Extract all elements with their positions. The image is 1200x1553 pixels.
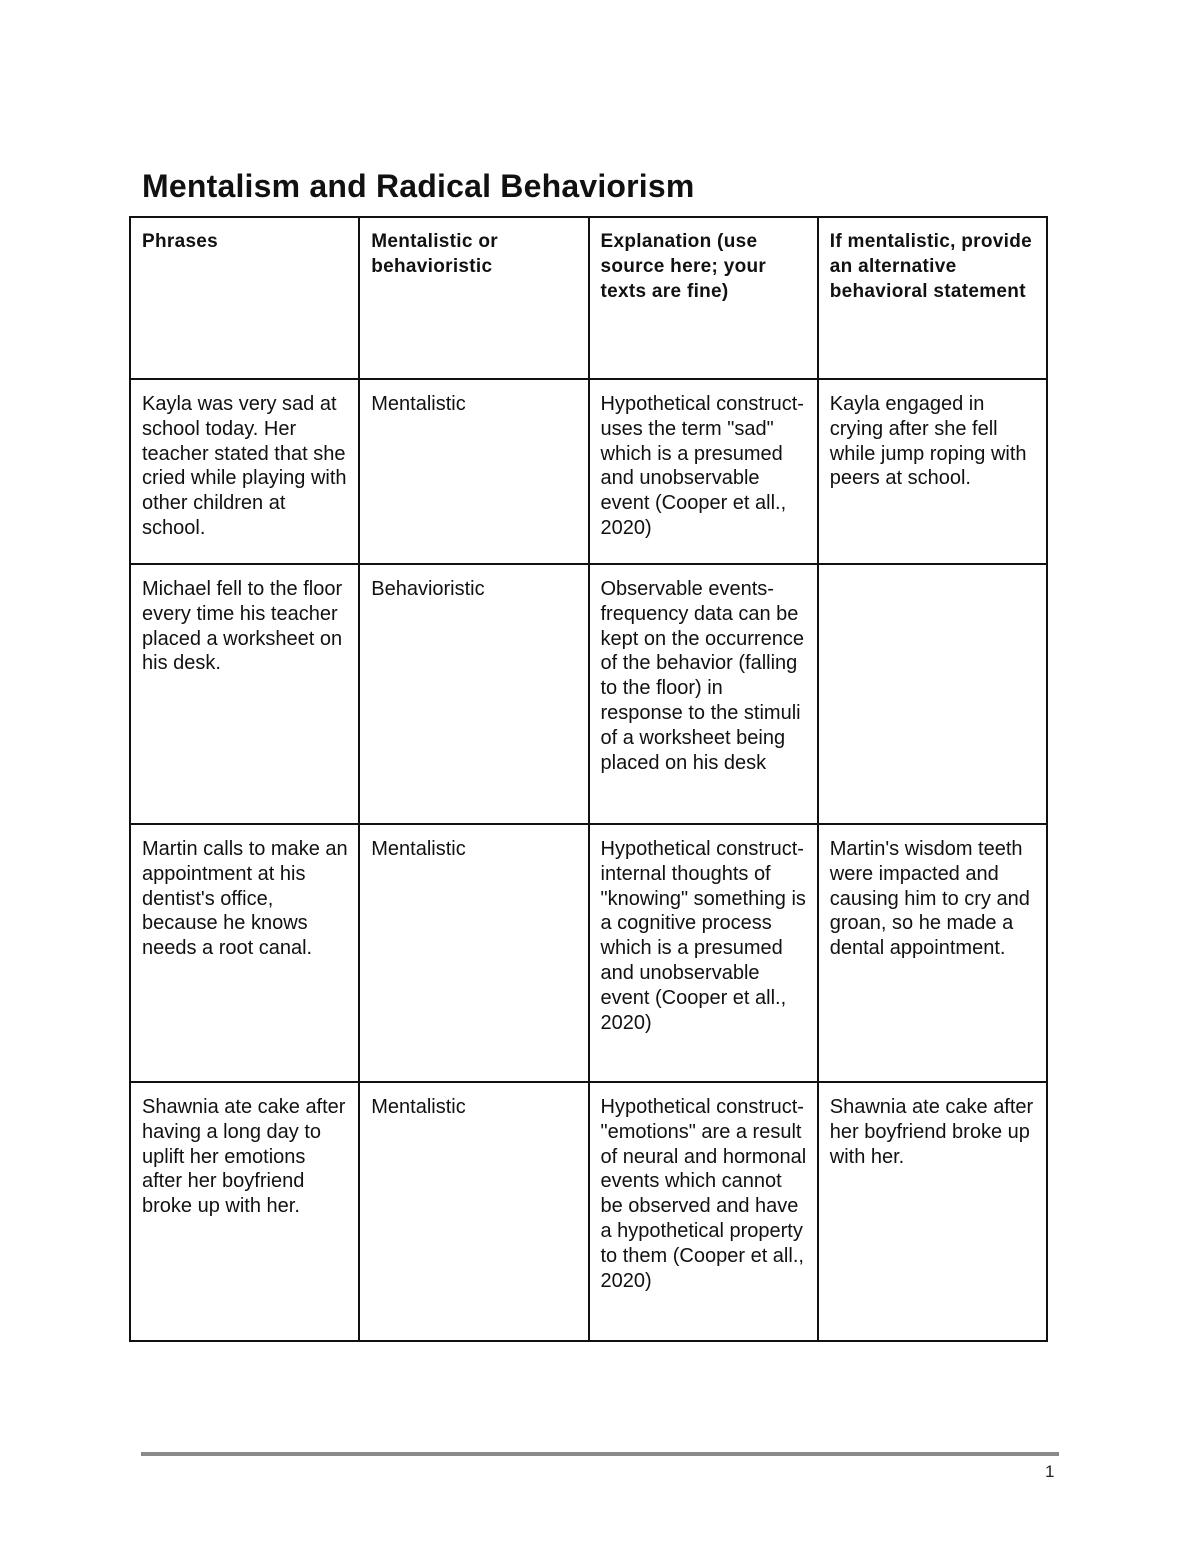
explanation-cell: Observable events- frequency data can be kept on the occurrence of the behavior (falling to the floor) in response to the stimuli of a worksheet being placed on his desk — [589, 564, 818, 824]
table-row — [130, 379, 1047, 564]
alternative-cell: Martin's wisdom teeth were impacted and causing him to cry and groan, so he made a dental appointment. — [818, 824, 1047, 1082]
table-row — [130, 564, 1047, 824]
explanation-cell: Hypothetical construct- "emotions" are a result of neural and hormonal events which cannot be observed and have a hypothetical property to them (Cooper et all., 2020) — [589, 1082, 818, 1341]
header-phrases: Phrases — [130, 217, 359, 379]
classification-cell: Mentalistic — [359, 1082, 588, 1341]
classification-cell: Behavioristic — [359, 564, 588, 824]
header-explanation: Explanation (use source here; your texts are fine) — [589, 217, 818, 379]
behavior-table — [129, 216, 1048, 1342]
header-alternative: If mentalistic, provide an alternative behavioral statement — [818, 217, 1047, 379]
phrase-cell: Michael fell to the floor every time his teacher placed a worksheet on his desk. — [130, 564, 359, 824]
page-number: 1 — [1045, 1462, 1055, 1481]
table-row — [130, 824, 1047, 1082]
table-header-row — [130, 217, 1047, 379]
phrase-cell: Kayla was very sad at school today. Her teacher stated that she cried while playing with other children at school. — [130, 379, 359, 564]
page-title: Mentalism and Radical Behaviorism — [142, 168, 695, 204]
explanation-cell: Hypothetical construct- uses the term "sad" which is a presumed and unobservable event (Cooper et all., 2020) — [589, 379, 818, 564]
explanation-cell: Hypothetical construct- internal thoughts of "knowing" something is a cognitive process which is a presumed and unobservable event (Cooper et all., 2020) — [589, 824, 818, 1082]
classification-cell: Mentalistic — [359, 824, 588, 1082]
phrase-cell: Martin calls to make an appointment at his dentist's office, because he knows needs a root canal. — [130, 824, 359, 1082]
header-classification: Mentalistic or behavioristic — [359, 217, 588, 379]
footer-divider — [141, 1452, 1059, 1456]
alternative-cell: Shawnia ate cake after her boyfriend broke up with her. — [818, 1082, 1047, 1341]
alternative-cell: Kayla engaged in crying after she fell while jump roping with peers at school. — [818, 379, 1047, 564]
table-row — [130, 1082, 1047, 1341]
classification-cell: Mentalistic — [359, 379, 588, 564]
phrase-cell: Shawnia ate cake after having a long day to uplift her emotions after her boyfriend broke up with her. — [130, 1082, 359, 1341]
alternative-cell — [818, 564, 1047, 824]
